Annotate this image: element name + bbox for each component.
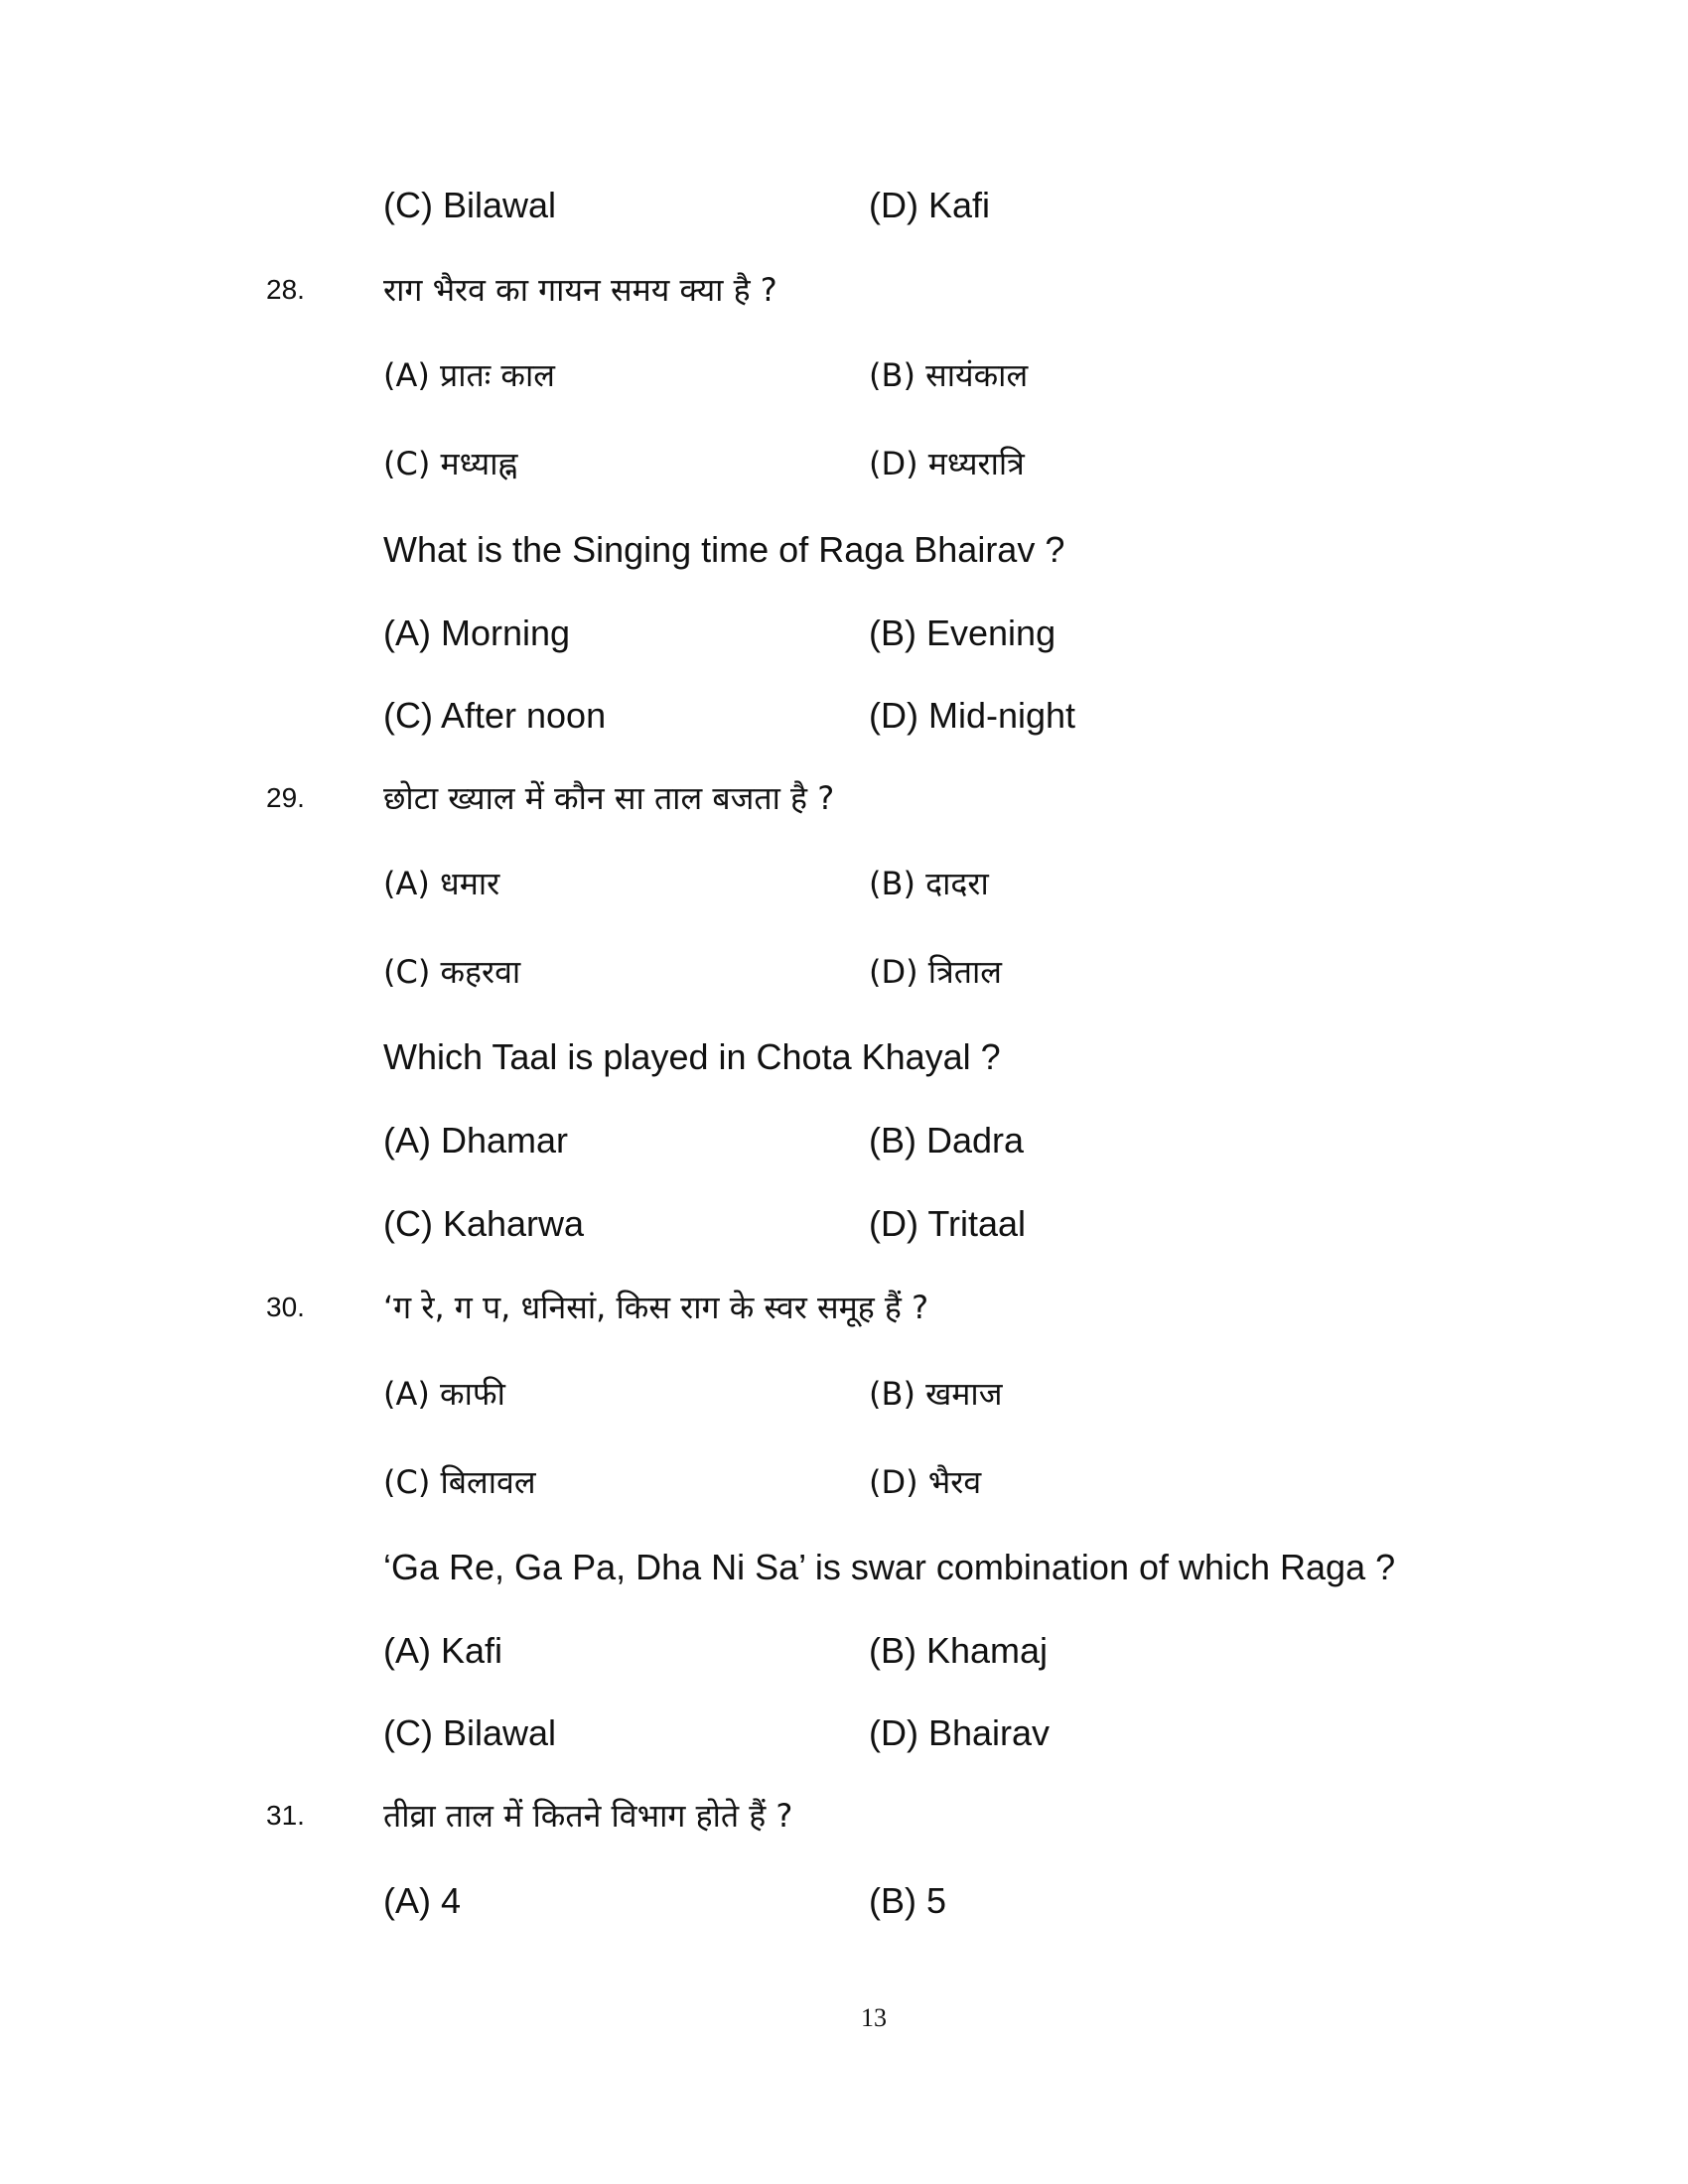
option-c: (C) कहरवा [383, 953, 521, 991]
options-row [0, 609, 1688, 658]
question-29-english [0, 1032, 1688, 1082]
question-text-english: What is the Singing time of Raga Bhairav ? [383, 529, 1065, 570]
options-row [0, 691, 1688, 741]
question-text-hindi: छोटा ख्याल में कौन सा ताल बजता है ? [383, 779, 835, 817]
option-b: (B) Dadra [869, 1120, 1025, 1160]
option-a: (A) काफी [383, 1375, 505, 1413]
option-d: (D) Bhairav [869, 1712, 1051, 1753]
options-row [0, 859, 1688, 908]
option-a: (A) Kafi [383, 1630, 503, 1671]
option-b: (B) 5 [869, 1880, 947, 1921]
option-b: (B) दादरा [869, 865, 989, 902]
option-c: (C) After noon [383, 695, 607, 736]
options-row [0, 1876, 1688, 1926]
option-c: (C) Kaharwa [383, 1203, 585, 1244]
page-number: 13 [861, 2003, 887, 2032]
option-a: (A) Morning [383, 613, 571, 653]
options-row [0, 1199, 1688, 1249]
option-c: (C) Bilawal [383, 1712, 557, 1753]
question-text-english: Which Taal is played in Chota Khayal ? [383, 1036, 1001, 1077]
question-31-hindi [0, 1791, 1688, 1841]
question-number: 29. [266, 782, 305, 813]
question-28-english [0, 525, 1688, 575]
options-row [0, 350, 1688, 400]
question-text-hindi: राग भैरव का गायन समय क्या है ? [383, 271, 777, 309]
option-a: (A) प्रातः काल [383, 356, 555, 394]
option-d: (D) भैरव [869, 1463, 982, 1501]
option-a: (A) Dhamar [383, 1120, 569, 1160]
option-d: (D) त्रिताल [869, 953, 1002, 991]
option-b: (B) खमाज [869, 1375, 1003, 1413]
option-b: (B) सायंकाल [869, 356, 1029, 394]
option-b: (B) Evening [869, 613, 1056, 653]
options-row [0, 439, 1688, 488]
options-row [0, 1369, 1688, 1419]
option-d: (D) Kafi [869, 185, 991, 225]
options-row [0, 947, 1688, 997]
option-c: (C) मध्याह्न [383, 445, 518, 482]
question-number: 28. [266, 274, 305, 305]
question-30-english [0, 1543, 1688, 1592]
question-text-hindi: ‘ग रे, ग प, धनिसां, किस राग के स्वर समूह हैं ? [383, 1289, 929, 1326]
option-d: (D) मध्यरात्रि [869, 445, 1025, 482]
options-row [0, 1708, 1688, 1758]
question-30-hindi [0, 1283, 1688, 1332]
options-row [0, 1116, 1688, 1165]
question-text-hindi: तीव्रा ताल में कितने विभाग होते हैं ? [383, 1797, 793, 1835]
option-b: (B) Khamaj [869, 1630, 1049, 1671]
question-28-hindi [0, 265, 1688, 315]
option-d: (D) Tritaal [869, 1203, 1027, 1244]
option-c: (C) Bilawal [383, 185, 557, 225]
options-row [0, 1626, 1688, 1676]
option-a: (A) 4 [383, 1880, 462, 1921]
options-row [0, 1457, 1688, 1507]
question-29-hindi [0, 773, 1688, 823]
option-a: (A) धमार [383, 865, 500, 902]
question-number: 31. [266, 1800, 305, 1831]
option-c: (C) बिलावल [383, 1463, 536, 1501]
question-number: 30. [266, 1292, 305, 1322]
prev-options-row [0, 181, 1688, 230]
question-text-english: ‘Ga Re, Ga Pa, Dha Ni Sa’ is swar combination of which Raga ? [383, 1547, 1396, 1587]
option-d: (D) Mid-night [869, 695, 1076, 736]
